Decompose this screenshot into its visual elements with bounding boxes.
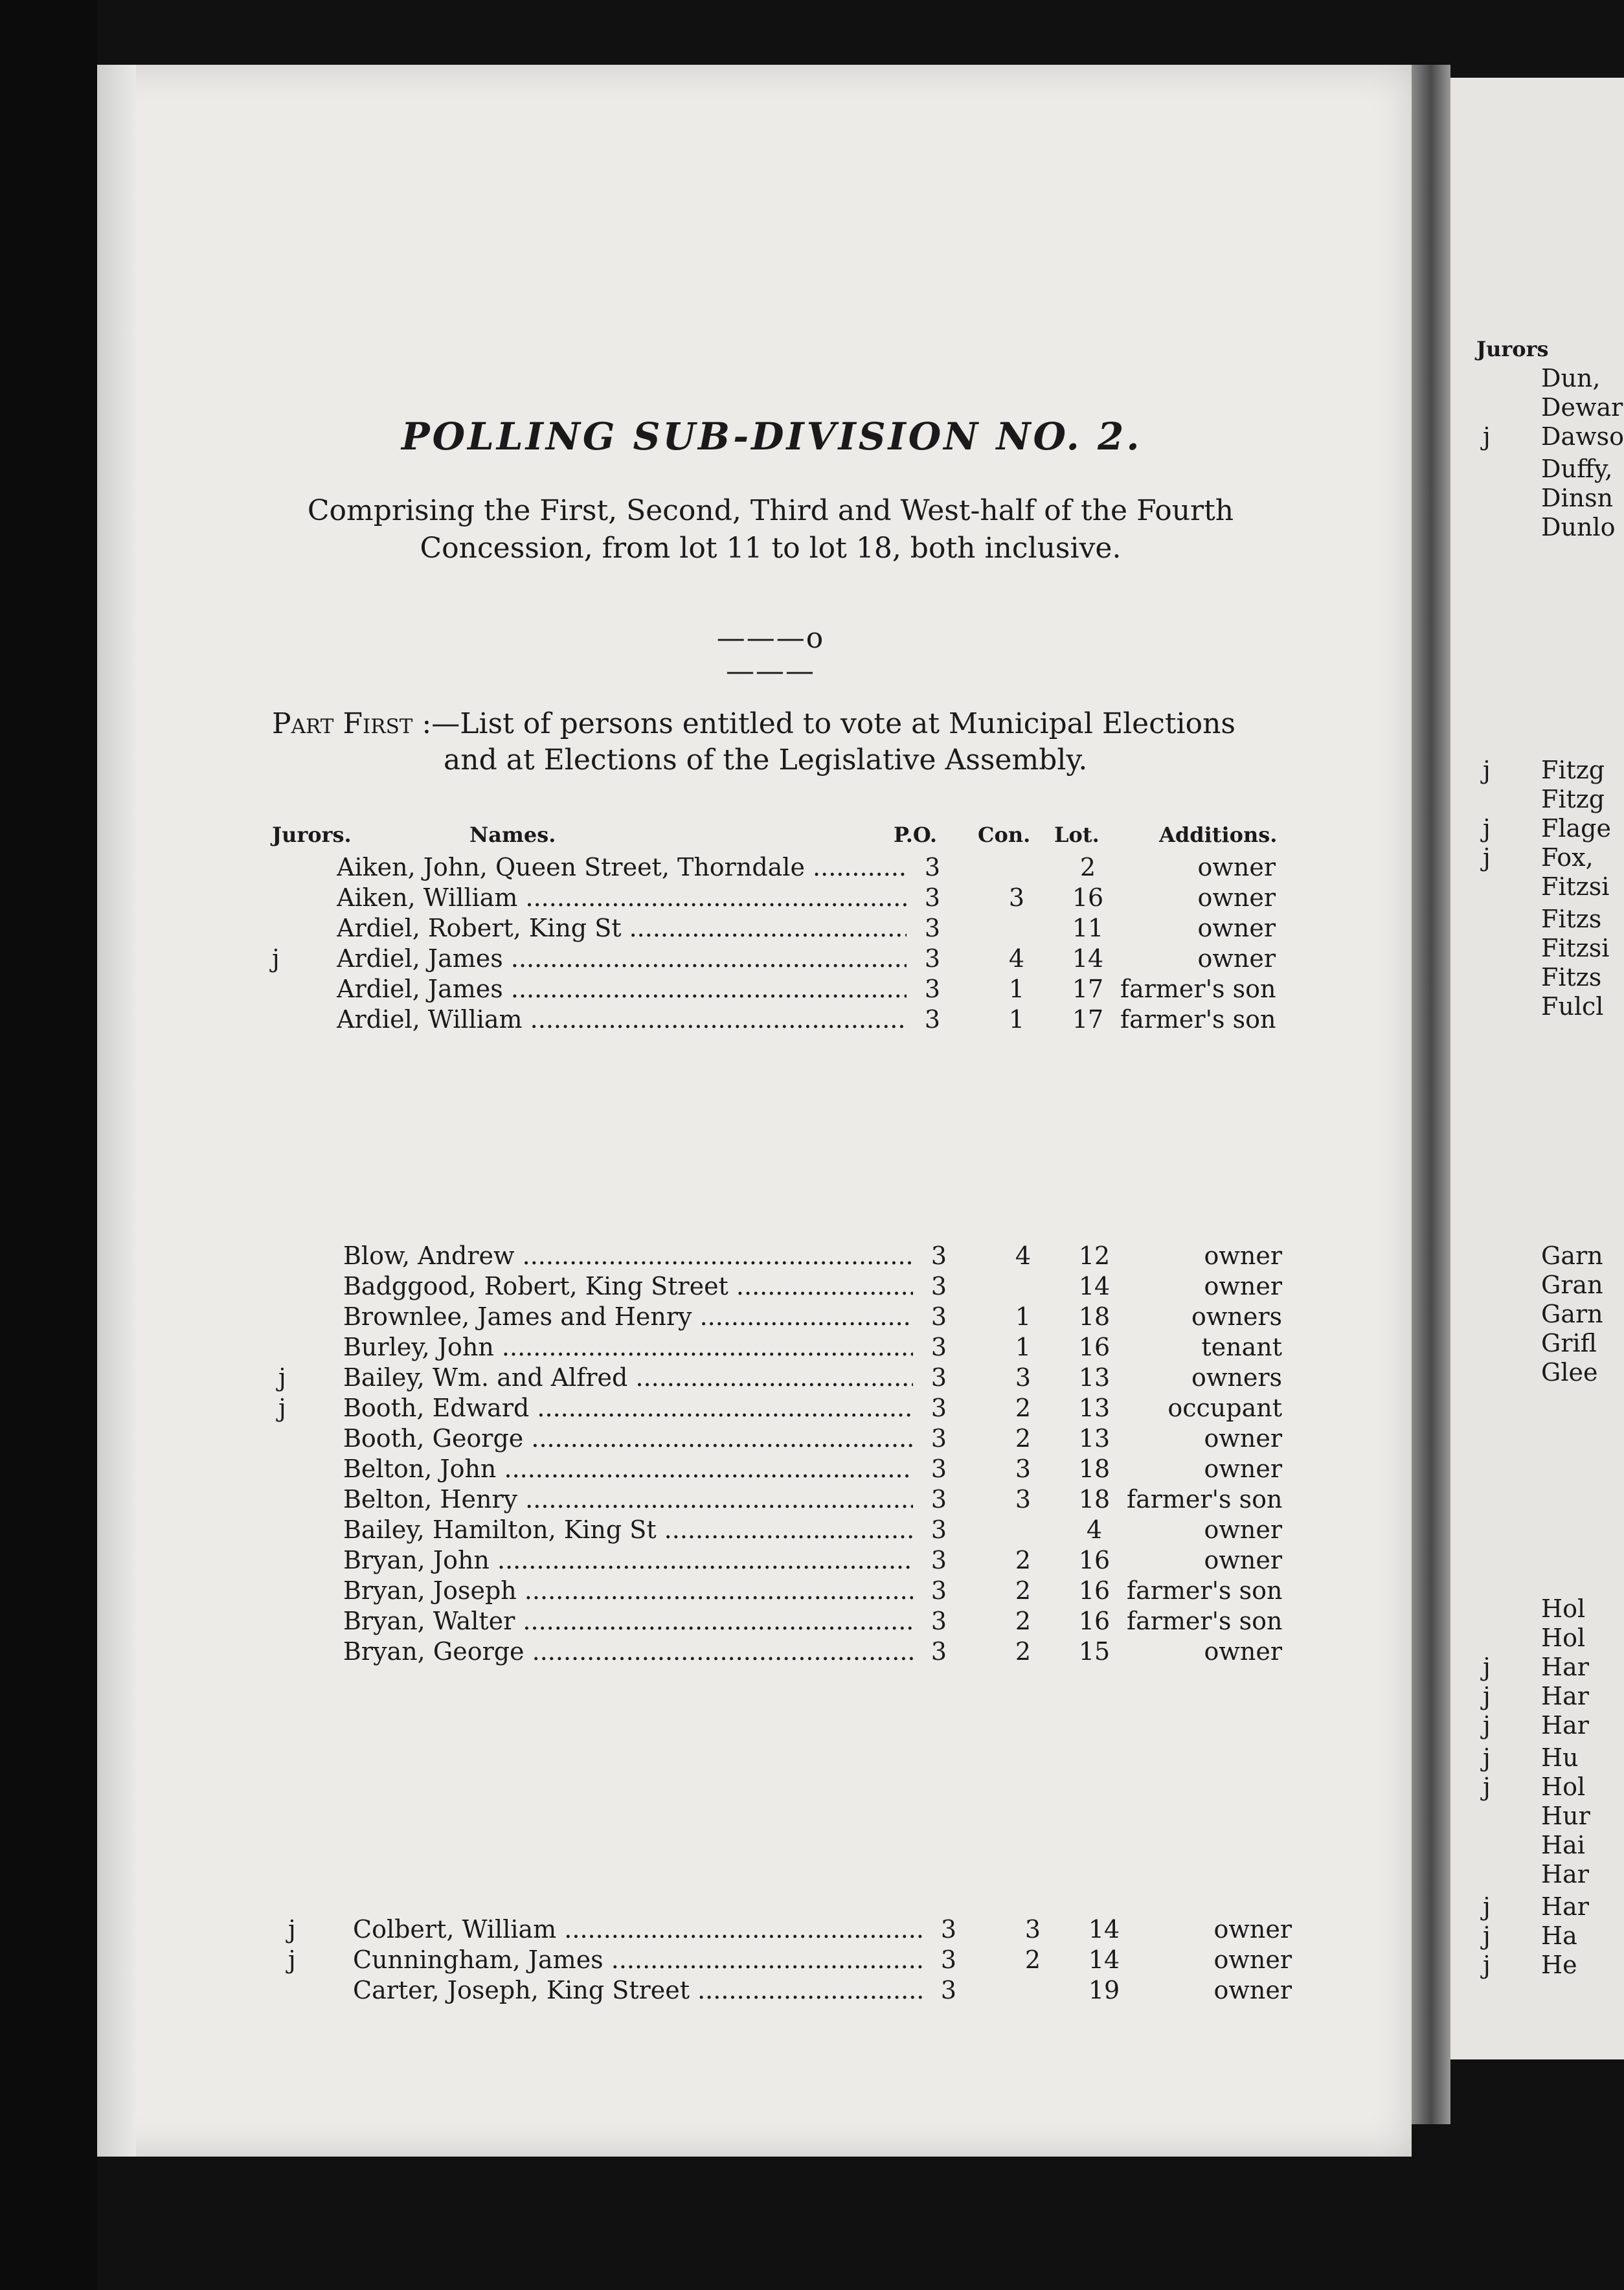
cell-po: 3 [930,1607,947,1635]
cell-name: Duffy, [1541,455,1613,483]
cell-addition: owner [1204,1637,1282,1666]
divider-ornament: ———o——— [716,622,825,688]
list-item [1483,1681,1624,1712]
cell-name: Har [1541,1682,1589,1710]
list-item [1483,1593,1624,1624]
list-item [1483,842,1624,873]
cell-po: 3 [930,1576,947,1605]
cell-po: 3 [940,1915,957,1944]
list-item [1483,1269,1624,1300]
cell-addition: owner [1213,1915,1292,1944]
cell-name: Hai [1541,1831,1585,1859]
cell-name: Har [1541,1860,1589,1888]
col-header-additions: Additions. [1159,822,1278,847]
list-item [1483,1920,1624,1951]
page-title: POLLING SUB-DIVISION NO. 2. [401,414,1142,459]
cell-addition: farmer's son [1127,1607,1283,1635]
part-first-line-1: :—List of persons entitled to vote at Municipal Elections [412,707,1236,740]
cell-name: Bryan, John ..... [343,1545,913,1576]
cell-name: Blow, Andrew ..... [343,1240,913,1271]
cell-name: Colbert, William ..... [353,1914,923,1945]
col-header-jurors: Jurors. [272,822,352,847]
list-item [1483,871,1624,902]
cell-po: 3 [940,1976,957,2004]
table-row [278,1271,1289,1302]
cell-addition: farmer's son [1120,975,1276,1003]
cell-con: 1 [1008,1005,1025,1034]
table-row [278,1514,1289,1545]
cell-name: Hol [1541,1624,1586,1652]
cell-lot: 18 [1078,1485,1111,1513]
cell-con: 3 [1015,1485,1032,1513]
cell-po: 3 [930,1637,947,1666]
cell-addition: owner [1213,1945,1292,1974]
cell-addition: owner [1197,914,1276,942]
cell-po: 3 [924,853,941,881]
cell-con: 1 [1015,1302,1032,1331]
book-gutter [1412,65,1450,2124]
cell-lot: 12 [1078,1241,1111,1270]
cell-lot: 16 [1078,1333,1111,1361]
table-row [288,1944,1298,1975]
table-row [272,973,1282,1004]
cell-juror: j [1483,422,1491,451]
cell-juror: j [278,1363,286,1392]
table-row [278,1575,1289,1606]
cell-juror: j [1483,1773,1491,1801]
cell-addition: owners [1191,1363,1282,1392]
part-first-heading [272,706,1282,778]
cell-po: 3 [930,1272,947,1300]
cell-name: He [1541,1951,1577,1979]
cell-addition: owner [1197,853,1276,881]
page-subtitle [265,492,1276,567]
cell-name: Aiken, John, Queen Street, Thorndale ..... [337,852,907,883]
cell-po: 3 [930,1424,947,1453]
cell-lot: 13 [1078,1424,1111,1453]
cell-name: Belton, John ..... [343,1453,913,1484]
cell-po: 3 [940,1945,957,1974]
cell-po: 3 [930,1455,947,1483]
cell-name: Fitzs [1541,963,1602,992]
cell-con: 2 [1015,1637,1032,1666]
cell-con: 4 [1015,1241,1032,1270]
table-row [278,1301,1289,1332]
cell-name: Glee [1541,1358,1598,1387]
cell-lot: 15 [1078,1637,1111,1666]
cell-name: Har [1541,1892,1589,1921]
cell-name: Badggood, Robert, King Street ..... [343,1271,913,1302]
cell-juror: j [1483,1892,1491,1921]
list-item [1483,813,1624,844]
list-item [1483,1891,1624,1922]
table-row [272,882,1282,913]
table-row [278,1453,1289,1484]
list-item [1483,1859,1624,1890]
table-row [272,943,1282,974]
table-row [278,1423,1289,1454]
cell-juror: j [1483,1711,1491,1740]
list-item [1483,1800,1624,1831]
cell-con: 2 [1015,1394,1032,1422]
list-item [1483,1328,1624,1359]
cell-con: 3 [1024,1915,1041,1944]
cell-po: 3 [930,1333,947,1361]
cell-addition: occupant [1167,1394,1282,1422]
list-item [1483,1651,1624,1683]
cell-juror: j [1483,843,1491,872]
cell-name: Burley, John ..... [343,1332,913,1363]
cell-name: Fitzg [1541,785,1605,813]
right-page-jurors-header: Jurors [1476,337,1549,361]
cell-con: 2 [1015,1607,1032,1635]
cell-po: 3 [924,975,941,1003]
cell-name: Fulcl [1541,992,1604,1021]
col-header-lot: Lot. [1054,822,1100,847]
list-item [1483,1622,1624,1653]
cell-addition: owner [1197,883,1276,912]
cell-lot: 18 [1078,1302,1111,1331]
list-item [1483,903,1624,935]
cell-name: Hu [1541,1743,1579,1772]
cell-con: 3 [1015,1455,1032,1483]
cell-addition: farmer's son [1127,1485,1283,1513]
cell-addition: owner [1204,1424,1282,1453]
part-first-line-2: and at Elections of the Legislative Assembly. [444,743,1088,777]
cell-juror: j [1483,756,1491,784]
list-item [1483,1830,1624,1861]
cell-juror: j [1483,1682,1491,1710]
cell-addition: farmer's son [1127,1576,1283,1605]
left-page [97,65,1412,2157]
list-item [1483,991,1624,1022]
list-item [1483,421,1624,452]
cell-con: 2 [1015,1546,1032,1574]
cell-name: Ha [1541,1922,1577,1950]
cell-name: Dawso [1541,422,1624,451]
cell-name: Garn [1541,1241,1603,1270]
cell-con: 2 [1024,1945,1041,1974]
cell-name: Fitzsi [1541,934,1610,962]
cell-name: Fitzg [1541,756,1605,784]
table-row [288,1914,1298,1945]
table-row [272,852,1282,883]
table-row [272,913,1282,944]
list-item [1483,754,1624,786]
cell-lot: 16 [1078,1546,1111,1574]
cell-po: 3 [930,1241,947,1270]
cell-lot: 18 [1078,1455,1111,1483]
cell-name: Ardiel, William ..... [337,1004,907,1035]
cell-name: Fox, [1541,843,1594,872]
cell-name: Ardiel, James ..... [337,973,907,1004]
cell-juror: j [1483,1743,1491,1772]
cell-name: Booth, Edward ..... [343,1392,913,1423]
list-item [1483,392,1624,423]
cell-name: Fitzs [1541,905,1602,933]
cell-name: Bryan, Joseph ..... [343,1575,913,1606]
list-item [1483,512,1624,543]
cell-juror: j [278,1394,286,1422]
list-item [1483,1357,1624,1388]
table-row [278,1240,1289,1271]
cell-lot: 14 [1088,1915,1120,1944]
cell-juror: j [1483,1653,1491,1681]
cell-lot: 16 [1078,1607,1111,1635]
list-item [1483,1742,1624,1773]
cell-juror: j [272,944,280,973]
cell-name: Har [1541,1653,1589,1681]
table-row [278,1332,1289,1363]
list-item [1483,1949,1624,1980]
cell-juror: j [288,1945,296,1974]
cell-po: 3 [930,1515,947,1544]
cell-lot: 4 [1086,1515,1103,1544]
cell-addition: farmer's son [1120,1005,1276,1034]
cell-lot: 16 [1078,1576,1111,1605]
cell-name: Bryan, Walter ..... [343,1605,913,1637]
table-row [278,1605,1289,1637]
cell-name: Cunningham, James ..... [353,1944,923,1975]
cell-lot: 11 [1072,914,1104,942]
cell-name: Hur [1541,1802,1590,1830]
right-page [1450,78,1624,2059]
cell-name: Belton, Henry ..... [343,1484,913,1515]
list-item [1483,1710,1624,1741]
cell-po: 3 [924,1005,941,1034]
list-item [1483,453,1624,484]
cell-juror: j [288,1915,296,1944]
part-first-label: Part First [272,707,413,740]
table-row [288,1975,1298,2006]
scan-background [0,0,97,2290]
table-row [278,1392,1289,1423]
cell-juror: j [1483,814,1491,843]
cell-po: 3 [930,1363,947,1392]
cell-name: Flage [1541,814,1611,843]
cell-juror: j [1483,1922,1491,1950]
cell-name: Hol [1541,1773,1586,1801]
cell-po: 3 [930,1546,947,1574]
cell-lot: 14 [1078,1272,1111,1300]
table-row [278,1484,1289,1515]
cell-po: 3 [930,1302,947,1331]
cell-name: Bailey, Hamilton, King St ..... [343,1514,913,1545]
cell-juror: j [1483,1951,1491,1979]
list-item [1483,933,1624,964]
table-row [278,1362,1289,1393]
cell-addition: owner [1197,944,1276,973]
cell-name: Booth, George ..... [343,1423,913,1454]
cell-name: Grifl [1541,1329,1597,1357]
cell-po: 3 [930,1485,947,1513]
cell-lot: 13 [1078,1394,1111,1422]
list-item [1483,962,1624,993]
cell-name: Fitzsi [1541,872,1610,901]
cell-addition: owner [1204,1455,1282,1483]
col-header-names: Names. [469,822,556,847]
cell-lot: 2 [1079,853,1096,881]
cell-po: 3 [924,883,941,912]
subtitle-line-2: Concession, from lot 11 to lot 18, both inclusive. [420,532,1122,565]
cell-name: Dunlo [1541,513,1616,541]
cell-name: Dewar [1541,393,1623,422]
cell-addition: owner [1204,1515,1282,1544]
cell-addition: owner [1204,1546,1282,1574]
cell-name: Bryan, George ..... [343,1636,913,1667]
table-row [278,1545,1289,1576]
cell-name: Brownlee, James and Henry ..... [343,1301,913,1332]
cell-con: 1 [1008,975,1025,1003]
list-item [1483,1298,1624,1330]
list-item [1483,482,1624,514]
cell-name: Hol [1541,1594,1586,1623]
table-row [272,1004,1282,1035]
cell-lot: 19 [1088,1976,1120,2004]
cell-name: Aiken, William ..... [337,882,907,913]
cell-addition: owner [1213,1976,1292,2004]
cell-con: 2 [1015,1576,1032,1605]
cell-name: Carter, Joseph, King Street ..... [353,1975,923,2006]
cell-po: 3 [930,1394,947,1422]
cell-con: 4 [1008,944,1025,973]
cell-name: Har [1541,1711,1589,1740]
cell-con: 3 [1015,1363,1032,1392]
cell-name: Gran [1541,1271,1603,1299]
page-edge [97,65,136,2157]
cell-po: 3 [924,914,941,942]
cell-addition: owners [1191,1302,1282,1331]
cell-con: 3 [1008,883,1025,912]
list-item [1483,1771,1624,1802]
cell-lot: 13 [1078,1363,1111,1392]
cell-name: Ardiel, Robert, King St ..... [337,913,907,944]
cell-name: Garn [1541,1300,1603,1328]
list-item [1483,1240,1624,1271]
list-item [1483,363,1624,394]
cell-po: 3 [924,944,941,973]
subtitle-line-1: Comprising the First, Second, Third and West-half of the Fourth [307,494,1234,527]
cell-lot: 14 [1072,944,1104,973]
col-header-po: P.O. [894,822,938,847]
cell-addition: owner [1204,1272,1282,1300]
cell-con: 1 [1015,1333,1032,1361]
cell-con: 2 [1015,1424,1032,1453]
cell-lot: 17 [1072,1005,1104,1034]
list-item [1483,784,1624,815]
cell-lot: 17 [1072,975,1104,1003]
cell-addition: owner [1204,1241,1282,1270]
cell-name: Dinsn [1541,484,1614,512]
cell-name: Dun, [1541,364,1601,392]
cell-name: Ardiel, James ..... [337,943,907,974]
table-row [278,1636,1289,1667]
col-header-con: Con. [978,822,1031,847]
cell-lot: 16 [1072,883,1104,912]
cell-name: Bailey, Wm. and Alfred ..... [343,1362,913,1393]
cell-lot: 14 [1088,1945,1120,1974]
cell-addition: tenant [1201,1333,1282,1361]
